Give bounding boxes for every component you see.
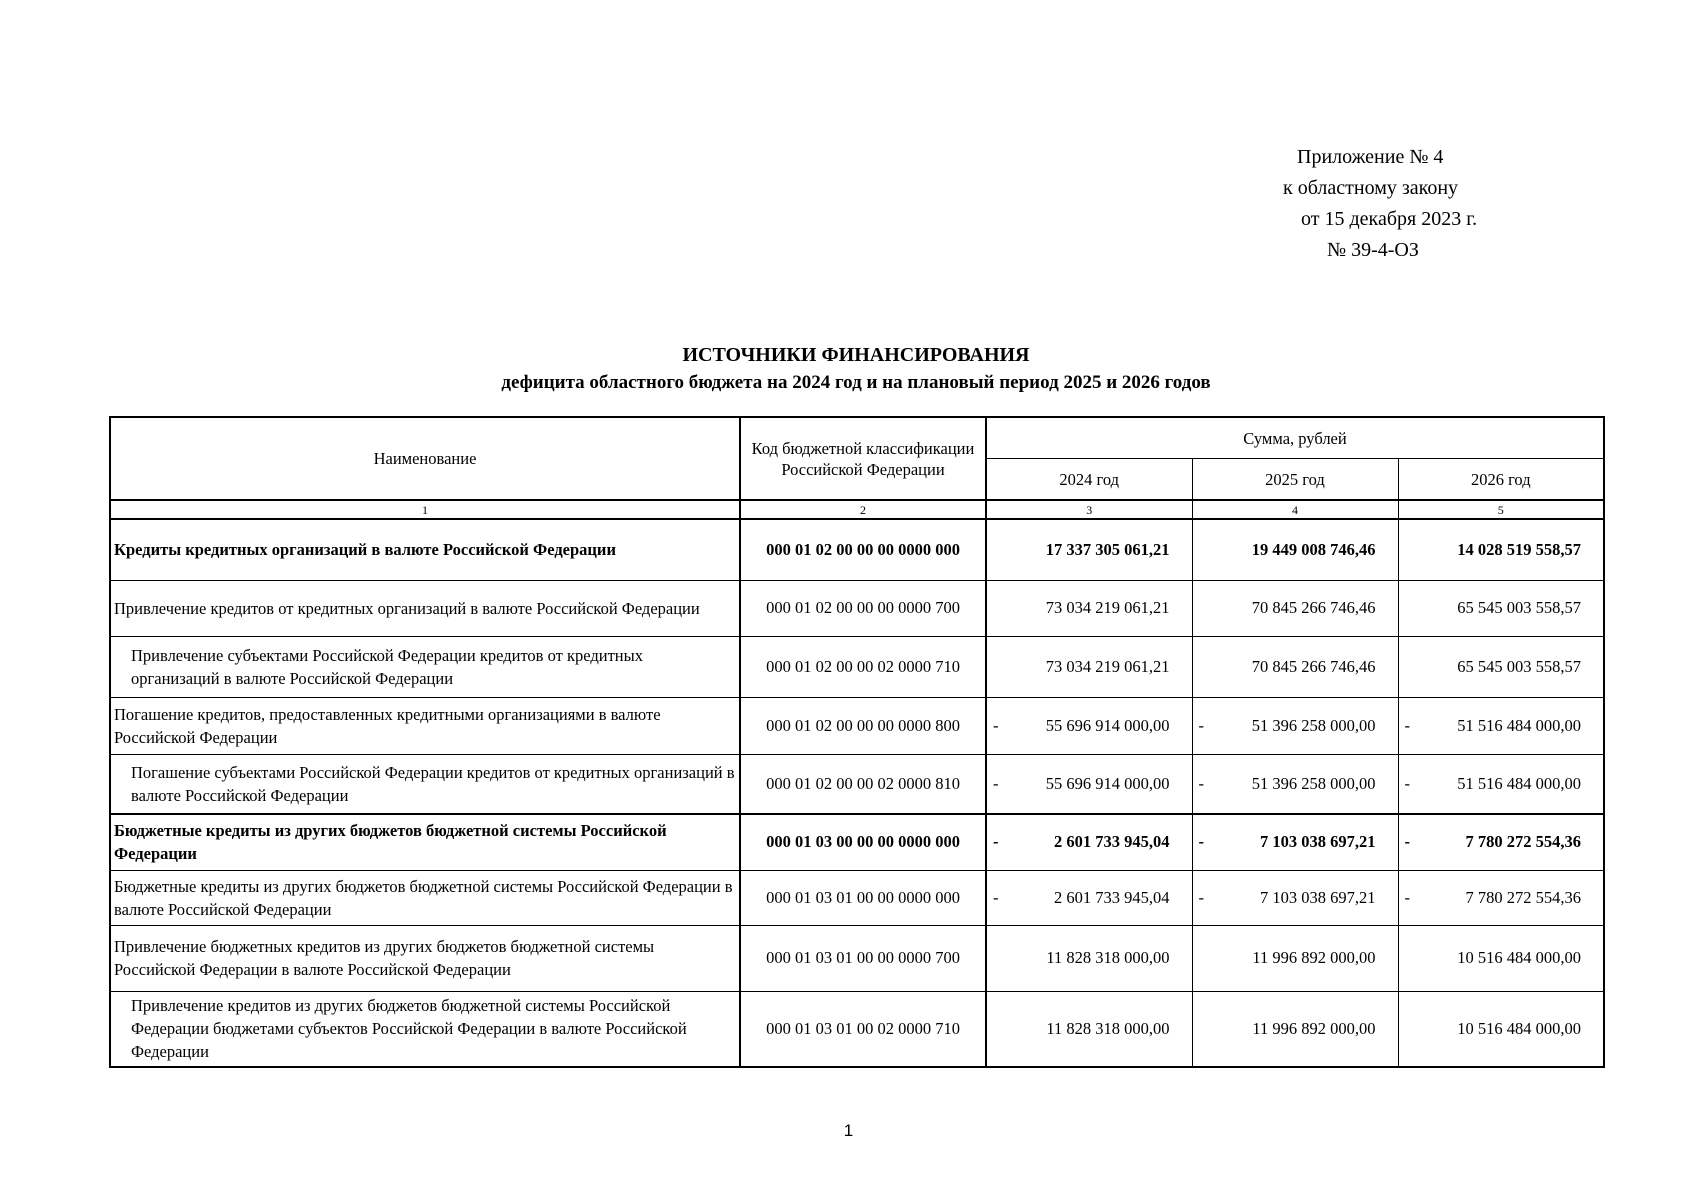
table-row: [110, 754, 1604, 814]
row-amount-2024: [986, 519, 1192, 580]
value: 7 103 038 697,21: [1260, 832, 1376, 852]
row-amount-2025: [1192, 814, 1398, 870]
row-code: 000 01 03 00 00 00 0000 000: [740, 814, 986, 870]
header-name: Наименование: [110, 417, 740, 500]
value: 2 601 733 945,04: [1054, 832, 1170, 852]
sign: -: [993, 773, 999, 793]
row-name: Привлечение субъектами Российской Федерации кредитов от кредитных организаций в валюте Российской Федерации: [110, 636, 740, 697]
value: 10 516 484 000,00: [1457, 1018, 1582, 1038]
value: 51 516 484 000,00: [1457, 773, 1582, 793]
appendix-number: Приложение № 4: [1297, 146, 1444, 168]
col-number: 1: [110, 500, 740, 519]
sign: -: [993, 715, 999, 735]
row-amount-2026: [1398, 580, 1604, 636]
row-code: 000 01 02 00 00 00 0000 000: [740, 519, 986, 580]
col-number: 5: [1398, 500, 1604, 519]
row-name: Бюджетные кредиты из других бюджетов бюджетной системы Российской Федерации в валюте Российской Федерации: [110, 870, 740, 925]
row-code: 000 01 02 00 00 02 0000 710: [740, 636, 986, 697]
row-amount-2025: [1192, 636, 1398, 697]
row-amount-2026: [1398, 754, 1604, 814]
sign: -: [993, 887, 999, 907]
table-row: [110, 925, 1604, 991]
row-amount-2024: [986, 636, 1192, 697]
row-name: Привлечение бюджетных кредитов из других бюджетов бюджетной системы Российской Федерации в валюте Российской Федерации: [110, 925, 740, 991]
row-amount-2026: [1398, 636, 1604, 697]
sign: -: [1198, 715, 1204, 735]
value: 11 996 892 000,00: [1252, 948, 1376, 967]
value: 55 696 914 000,00: [1045, 773, 1170, 793]
value: 51 516 484 000,00: [1457, 715, 1582, 735]
value: 2 601 733 945,04: [1054, 887, 1170, 907]
value: 55 696 914 000,00: [1045, 715, 1170, 735]
value: 51 396 258 000,00: [1251, 773, 1376, 793]
row-code: 000 01 02 00 00 00 0000 800: [740, 697, 986, 754]
title-sub: дефицита областного бюджета на 2024 год и на плановый период 2025 и 2026 годов: [501, 372, 1211, 393]
value: 7 780 272 554,36: [1465, 832, 1582, 852]
row-amount-2025: [1192, 697, 1398, 754]
row-amount-2024: [986, 697, 1192, 754]
value: 51 396 258 000,00: [1251, 715, 1376, 735]
title-main: ИСТОЧНИКИ ФИНАНСИРОВАНИЯ: [682, 344, 1030, 366]
table-row: [110, 580, 1604, 636]
value: 11 828 318 000,00: [1046, 1018, 1170, 1038]
col-number: 2: [740, 500, 986, 519]
row-amount-2024: [986, 870, 1192, 925]
financing-sources-table: [109, 416, 1605, 1068]
row-amount-2026: [1398, 991, 1604, 1067]
table-row: [110, 991, 1604, 1067]
row-amount-2026: [1398, 925, 1604, 991]
row-name: Погашение субъектами Российской Федерации кредитов от кредитных организаций в валюте Российской Федерации: [110, 754, 740, 814]
value: 7 103 038 697,21: [1260, 887, 1376, 907]
value: 70 845 266 746,46: [1251, 656, 1376, 676]
value: 7 780 272 554,36: [1465, 887, 1582, 907]
value: 73 034 219 061,21: [1045, 598, 1170, 617]
value: 65 545 003 558,57: [1457, 598, 1582, 617]
value: 70 845 266 746,46: [1251, 598, 1376, 617]
value: 10 516 484 000,00: [1457, 948, 1582, 967]
col-number: 4: [1192, 500, 1398, 519]
value: 11 996 892 000,00: [1252, 1018, 1376, 1038]
table-row: [110, 697, 1604, 754]
sign: -: [1198, 773, 1204, 793]
row-name: Погашение кредитов, предоставленных кредитными организациями в валюте Российской Федерации: [110, 697, 740, 754]
header-year-2025: 2025 год: [1192, 459, 1398, 501]
row-amount-2025: [1192, 925, 1398, 991]
row-amount-2025: [1192, 754, 1398, 814]
row-amount-2025: [1192, 991, 1398, 1067]
row-amount-2024: [986, 991, 1192, 1067]
sign: -: [1404, 832, 1410, 852]
value: 14 028 519 558,57: [1457, 539, 1582, 559]
row-name: Кредиты кредитных организаций в валюте Российской Федерации: [110, 519, 740, 580]
row-amount-2026: [1398, 870, 1604, 925]
row-code: 000 01 03 01 00 02 0000 710: [740, 991, 986, 1067]
document-title: [110, 341, 1602, 397]
page-number: 1: [843, 1121, 854, 1140]
table-row: [110, 519, 1604, 580]
row-amount-2026: [1398, 519, 1604, 580]
header-code: Код бюджетной классификации Российской Федерации: [740, 417, 986, 500]
sign: -: [1404, 773, 1410, 793]
sign: -: [1404, 887, 1410, 907]
row-code: 000 01 02 00 00 02 0000 810: [740, 754, 986, 814]
row-amount-2024: [986, 754, 1192, 814]
row-name: Бюджетные кредиты из других бюджетов бюджетной системы Российской Федерации: [110, 814, 740, 870]
value: 73 034 219 061,21: [1045, 656, 1170, 676]
value: 19 449 008 746,46: [1251, 539, 1376, 559]
sign: -: [1404, 715, 1410, 735]
table-row: [110, 870, 1604, 925]
row-amount-2025: [1192, 870, 1398, 925]
row-code: 000 01 03 01 00 00 0000 000: [740, 870, 986, 925]
row-amount-2024: [986, 925, 1192, 991]
header-sum: Сумма, рублей: [986, 417, 1604, 459]
table-row: [110, 636, 1604, 697]
appendix-note: [1250, 142, 1570, 266]
row-name: Привлечение кредитов от кредитных организаций в валюте Российской Федерации: [110, 580, 740, 636]
row-amount-2025: [1192, 580, 1398, 636]
value: 65 545 003 558,57: [1457, 656, 1582, 676]
appendix-date: от 15 декабря 2023 г.: [1301, 208, 1478, 230]
sign: -: [1198, 887, 1204, 907]
row-amount-2024: [986, 814, 1192, 870]
header-year-2024: 2024 год: [986, 459, 1192, 501]
value: 17 337 305 061,21: [1045, 539, 1170, 559]
table-row: [110, 814, 1604, 870]
header-year-2026: 2026 год: [1398, 459, 1604, 501]
row-code: 000 01 02 00 00 00 0000 700: [740, 580, 986, 636]
row-code: 000 01 03 01 00 00 0000 700: [740, 925, 986, 991]
row-name: Привлечение кредитов из других бюджетов бюджетной системы Российской Федерации бюджетами субъектов Российской Федерации в валюте Российской Федерации: [110, 991, 740, 1067]
row-amount-2024: [986, 580, 1192, 636]
col-number: 3: [986, 500, 1192, 519]
sign: -: [1198, 832, 1204, 852]
sign: -: [993, 832, 999, 852]
row-amount-2026: [1398, 697, 1604, 754]
row-amount-2026: [1398, 814, 1604, 870]
appendix-law-number: № 39-4-ОЗ: [1327, 239, 1419, 261]
appendix-law: к областному закону: [1283, 177, 1459, 199]
row-amount-2025: [1192, 519, 1398, 580]
value: 11 828 318 000,00: [1046, 948, 1170, 967]
